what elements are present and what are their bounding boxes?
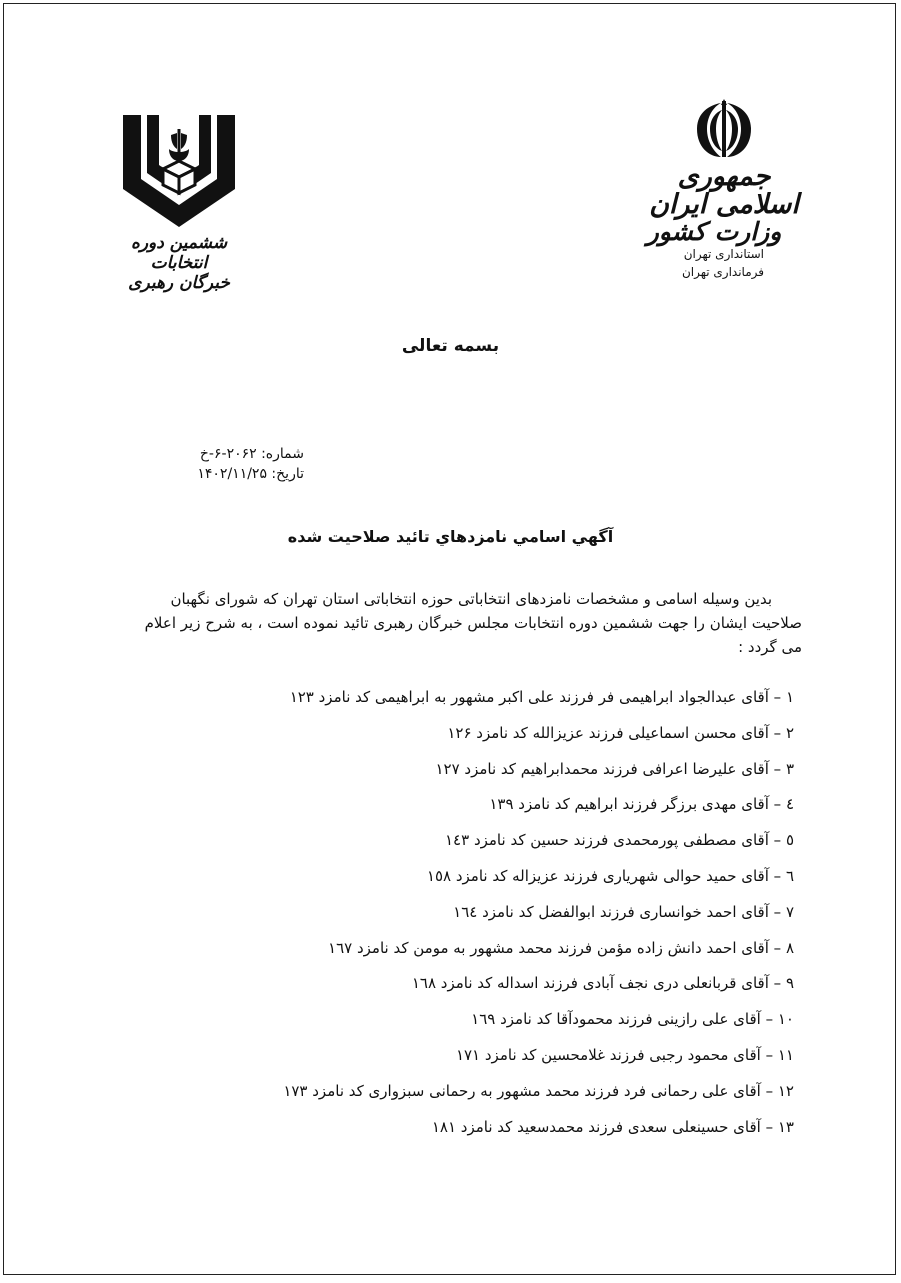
- intro-line: بدین وسیله اسامی و مشخصات نامزدهای انتخاباتی حوزه انتخاباتی استان تهران که شورای نگهبان: [170, 590, 772, 608]
- intro-line: صلاحیت ایشان را جهت ششمین دوره انتخابات مجلس خبرگان رهبری تائید نموده است ، به شرح زیر اعلام: [144, 614, 802, 632]
- reference-block: [144, 444, 304, 484]
- candidate-item: ۱۱ – آقای محمود رجبی فرزند غلامحسین کد نامزد ۱۷۱: [455, 1045, 794, 1064]
- election-emblem-line-2: خبرگان رهبری: [128, 273, 230, 293]
- election-emblem: [114, 109, 244, 299]
- intro-line: می گردد :: [738, 638, 802, 656]
- candidate-item: ۱ – آقای عبدالجواد ابراهیمی فر فرزند علی اکبر مشهور به ابراهیمی کد نامزد ۱۲۳: [289, 688, 794, 706]
- candidate-item: ٦ – آقای حمید حوالی شهریاری فرزند عزیزاله کد نامزد ۱٥۸: [426, 866, 794, 885]
- ministry-title: وزارت کشور: [646, 217, 782, 246]
- announcement-heading: آگهي اسامي نامزدهاي تائيد صلاحيت شده: [287, 527, 614, 546]
- candidate-list: [234, 680, 794, 1145]
- candidate-item: ۷ – آقای احمد خوانساری فرزند ابوالفضل کد نامزد ۱٦٤: [453, 902, 794, 921]
- intro-paragraph: [112, 587, 802, 659]
- candidate-item: ۱۲ – آقای علی رحمانی فرد فرزند محمد مشهور به رحمانی سبزواری کد نامزد ۱۷۳: [283, 1081, 794, 1100]
- governorate-line: استانداری تهران: [683, 247, 764, 261]
- number-label: شماره:: [261, 446, 304, 462]
- bismillah-heading: بسمه تعالی: [401, 336, 500, 356]
- ministry-emblem: [634, 99, 814, 299]
- candidate-item: ۱۰ – آقای علی رازینی فرزند محمودآقا کد نامزد ۱٦۹: [471, 1010, 794, 1029]
- candidate-item: ۸ – آقای احمد دانش زاده مؤمن فرزند محمد مشهور به مومن کد نامزد ۱٦۷: [328, 938, 794, 957]
- reference-date-row: [144, 464, 304, 484]
- iran-emblem-icon: [693, 99, 755, 161]
- document-page: [3, 3, 896, 1275]
- candidate-item: ٥ – آقای مصطفی پورمحمدی فرزند حسین کد نامزد ۱٤۳: [445, 831, 794, 850]
- candidate-item: ۲ – آقای محسن اسماعیلی فرزند عزیزالله کد نامزد ۱۲۶: [447, 723, 794, 742]
- county-governorate-line: فرمانداری تهران: [681, 265, 764, 279]
- republic-title: جمهوری اسلامی ایران: [649, 161, 799, 220]
- candidate-item: ۱۳ – آقای حسینعلی سعدی فرزند محمدسعید کد نامزد ۱۸۱: [431, 1117, 794, 1136]
- reference-number-row: [144, 444, 304, 464]
- candidate-item: ۳ – آقای علیرضا اعرافی فرزند محمدابراهیم کد نامزد ۱۲۷: [435, 759, 794, 778]
- election-emblem-line-1: ششمین دوره انتخابات: [130, 233, 228, 273]
- number-value: ۲۰۶۲-۶-خ: [199, 446, 257, 462]
- election-ballot-box-icon: [119, 109, 239, 229]
- date-value: ۱۴۰۲/۱۱/۲۵: [197, 466, 267, 482]
- date-label: تاریخ:: [271, 466, 304, 482]
- candidate-item: ۹ – آقای قربانعلی دری نجف آبادی فرزند اسداله کد نامزد ۱٦۸: [411, 974, 794, 993]
- candidate-item: ٤ – آقای مهدی برزگر فرزند ابراهیم کد نامزد ۱۳۹: [489, 795, 794, 814]
